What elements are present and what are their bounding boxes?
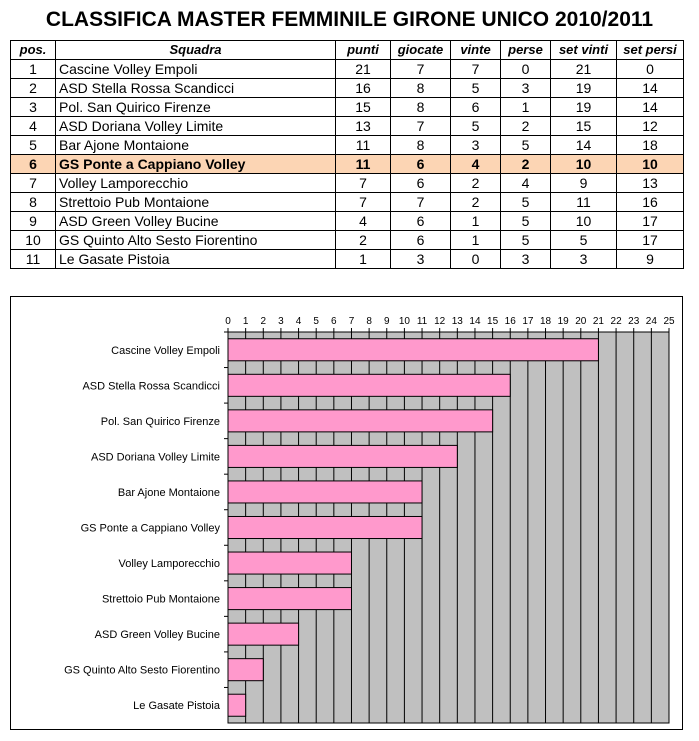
sets-won-cell: 19 — [551, 79, 617, 98]
x-tick-label: 6 — [331, 316, 337, 327]
team-cell: Strettoio Pub Montaione — [56, 193, 336, 212]
x-tick-label: 3 — [278, 316, 284, 327]
table-row — [11, 136, 684, 155]
played-cell: 6 — [391, 231, 451, 250]
sets-won-cell: 11 — [551, 193, 617, 212]
pos-cell: 8 — [11, 193, 56, 212]
x-tick-label: 5 — [313, 316, 319, 327]
played-header: giocate — [391, 41, 451, 60]
table-row — [11, 231, 684, 250]
bar-chart — [11, 297, 684, 731]
x-tick-label: 1 — [242, 316, 249, 327]
category-label: Volley Lamporecchio — [118, 558, 220, 571]
category-label: ASD Stella Rossa Scandicci — [82, 380, 220, 393]
points-cell: 13 — [336, 117, 391, 136]
points-cell: 16 — [336, 79, 391, 98]
played-cell: 8 — [391, 136, 451, 155]
pos-cell: 4 — [11, 117, 56, 136]
category-label: Bar Ajone Montaione — [117, 486, 220, 499]
team-cell: Volley Lamporecchio — [56, 174, 336, 193]
x-tick-label: 25 — [663, 316, 675, 327]
points-cell: 2 — [336, 231, 391, 250]
won-cell: 2 — [451, 193, 501, 212]
won-cell: 2 — [451, 174, 501, 193]
lost-cell: 2 — [501, 117, 551, 136]
table-row — [11, 212, 684, 231]
lost-cell: 5 — [501, 212, 551, 231]
x-tick-label: 16 — [504, 316, 516, 327]
x-tick-label: 23 — [628, 316, 640, 327]
lost-cell: 1 — [501, 98, 551, 117]
bar — [228, 339, 598, 361]
category-label: GS Quinto Alto Sesto Fiorentino — [64, 664, 220, 677]
chart-frame — [10, 296, 683, 730]
table-row — [11, 155, 684, 174]
sets-lost-cell: 18 — [617, 136, 684, 155]
x-tick-label: 20 — [575, 316, 587, 327]
sets-lost-cell: 17 — [617, 212, 684, 231]
lost-cell: 0 — [501, 60, 551, 79]
team-cell: Le Gasate Pistoia — [56, 250, 336, 269]
lost-cell: 3 — [501, 79, 551, 98]
pos-cell: 5 — [11, 136, 56, 155]
sets-won-cell: 3 — [551, 250, 617, 269]
x-tick-label: 24 — [645, 316, 657, 327]
played-cell: 7 — [391, 117, 451, 136]
won-cell: 1 — [451, 212, 501, 231]
team-cell: Bar Ajone Montaione — [56, 136, 336, 155]
x-tick-label: 11 — [416, 316, 428, 327]
sets-lost-cell: 0 — [617, 60, 684, 79]
played-cell: 6 — [391, 174, 451, 193]
won-cell: 4 — [451, 155, 501, 174]
x-tick-label: 17 — [522, 316, 534, 327]
played-cell: 7 — [391, 193, 451, 212]
category-label: Le Gasate Pistoia — [133, 700, 220, 713]
sets-won-cell: 10 — [551, 212, 617, 231]
played-cell: 8 — [391, 98, 451, 117]
x-tick-label: 14 — [469, 316, 481, 327]
played-cell: 3 — [391, 250, 451, 269]
table-body — [11, 60, 684, 269]
sets-won-cell: 10 — [551, 155, 617, 174]
pos-cell: 7 — [11, 174, 56, 193]
points-cell: 4 — [336, 212, 391, 231]
lost-cell: 4 — [501, 174, 551, 193]
x-tick-label: 4 — [295, 316, 302, 327]
x-tick-label: 0 — [225, 316, 231, 327]
pos-cell: 1 — [11, 60, 56, 79]
pos-cell: 6 — [11, 155, 56, 174]
points-cell: 1 — [336, 250, 391, 269]
bar — [228, 623, 299, 645]
x-tick-label: 18 — [539, 316, 552, 327]
table-row — [11, 60, 684, 79]
pos-cell: 2 — [11, 79, 56, 98]
table-row — [11, 193, 684, 212]
x-tick-label: 13 — [451, 316, 463, 327]
sets-won-header: set vinti — [551, 41, 617, 60]
won-cell: 3 — [451, 136, 501, 155]
category-label: Pol. San Quirico Firenze — [100, 415, 220, 428]
lost-cell: 5 — [501, 193, 551, 212]
played-cell: 7 — [391, 60, 451, 79]
category-label: ASD Doriana Volley Limite — [90, 451, 220, 464]
sets-won-cell: 15 — [551, 117, 617, 136]
won-cell: 7 — [451, 60, 501, 79]
sets-lost-cell: 14 — [617, 98, 684, 117]
sets-won-cell: 5 — [551, 231, 617, 250]
won-cell: 1 — [451, 231, 501, 250]
team-cell: GS Quinto Alto Sesto Fiorentino — [56, 231, 336, 250]
x-tick-label: 8 — [366, 316, 372, 327]
table-row — [11, 117, 684, 136]
lost-cell: 5 — [501, 231, 551, 250]
sets-lost-cell: 16 — [617, 193, 684, 212]
team-cell: ASD Green Volley Bucine — [56, 212, 336, 231]
sets-lost-cell: 14 — [617, 79, 684, 98]
points-cell: 11 — [336, 136, 391, 155]
won-header: vinte — [451, 41, 501, 60]
points-cell: 7 — [336, 193, 391, 212]
played-cell: 6 — [391, 212, 451, 231]
x-tick-label: 21 — [592, 316, 605, 327]
sets-won-cell: 19 — [551, 98, 617, 117]
x-tick-label: 19 — [557, 316, 569, 327]
team-cell: Cascine Volley Empoli — [56, 60, 336, 79]
x-tick-label: 10 — [398, 316, 410, 327]
sets-lost-cell: 9 — [617, 250, 684, 269]
x-tick-label: 15 — [487, 316, 499, 327]
bar — [228, 694, 246, 716]
bar — [228, 588, 351, 610]
bar — [228, 516, 422, 538]
won-cell: 5 — [451, 79, 501, 98]
table-row — [11, 79, 684, 98]
pos-cell: 10 — [11, 231, 56, 250]
won-cell: 0 — [451, 250, 501, 269]
x-tick-label: 2 — [260, 316, 267, 327]
table-header-row — [11, 41, 684, 60]
sets-lost-cell: 12 — [617, 117, 684, 136]
team-header: Squadra — [56, 41, 336, 60]
sets-won-cell: 14 — [551, 136, 617, 155]
pos-cell: 3 — [11, 98, 56, 117]
bar — [228, 481, 422, 503]
team-cell: ASD Stella Rossa Scandicci — [56, 79, 336, 98]
lost-cell: 3 — [501, 250, 551, 269]
sets-lost-header: set persi — [617, 41, 684, 60]
team-cell: ASD Doriana Volley Limite — [56, 117, 336, 136]
sets-lost-cell: 13 — [617, 174, 684, 193]
team-cell: Pol. San Quirico Firenze — [56, 98, 336, 117]
lost-cell: 5 — [501, 136, 551, 155]
sets-won-cell: 21 — [551, 60, 617, 79]
team-cell: GS Ponte a Cappiano Volley — [56, 155, 336, 174]
lost-cell: 2 — [501, 155, 551, 174]
x-tick-label: 22 — [610, 316, 622, 327]
played-cell: 8 — [391, 79, 451, 98]
x-tick-label: 9 — [383, 316, 390, 327]
lost-header: perse — [501, 41, 551, 60]
standings-table — [10, 40, 684, 269]
points-cell: 21 — [336, 60, 391, 79]
points-header: punti — [336, 41, 391, 60]
sets-lost-cell: 10 — [617, 155, 684, 174]
played-cell: 6 — [391, 155, 451, 174]
points-cell: 15 — [336, 98, 391, 117]
page-title: CLASSIFICA MASTER FEMMINILE GIRONE UNICO 2010/2011 — [45, 8, 654, 31]
bar — [228, 410, 493, 432]
sets-lost-cell: 17 — [617, 231, 684, 250]
won-cell: 6 — [451, 98, 501, 117]
pos-header: pos. — [11, 41, 56, 60]
pos-cell: 11 — [11, 250, 56, 269]
category-label: Cascine Volley Empoli — [111, 344, 220, 357]
x-tick-label: 12 — [434, 316, 446, 327]
bar — [228, 552, 351, 574]
bar — [228, 445, 457, 467]
sets-won-cell: 9 — [551, 174, 617, 193]
x-tick-label: 7 — [348, 316, 355, 327]
points-cell: 11 — [336, 155, 391, 174]
bar — [228, 659, 263, 681]
points-cell: 7 — [336, 174, 391, 193]
pos-cell: 9 — [11, 212, 56, 231]
won-cell: 5 — [451, 117, 501, 136]
table-row — [11, 174, 684, 193]
table-row — [11, 250, 684, 269]
category-label: GS Ponte a Cappiano Volley — [80, 522, 220, 535]
bar — [228, 374, 510, 396]
category-label: Strettoio Pub Montaione — [101, 593, 220, 606]
category-label: ASD Green Volley Bucine — [94, 629, 220, 642]
table-row — [11, 98, 684, 117]
